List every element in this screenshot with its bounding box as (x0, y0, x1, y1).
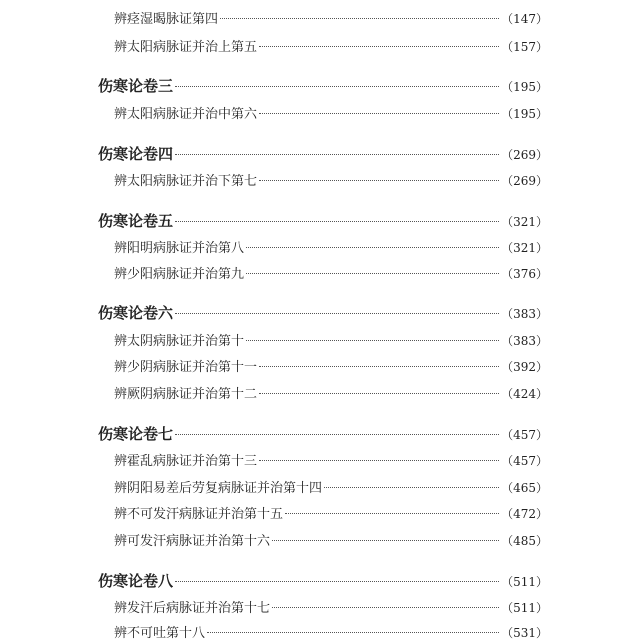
toc-entry (114, 530, 548, 549)
toc-entry-title: 辨不可吐第十八 (114, 626, 206, 641)
toc-chapter-title: 伤寒论卷七 (98, 425, 174, 443)
dot-leader (272, 607, 499, 608)
toc-chapter (98, 570, 548, 591)
dot-leader (175, 154, 499, 155)
toc-chapter-title: 伤寒论卷五 (98, 212, 174, 230)
dot-leader (259, 46, 499, 47)
toc-entry (114, 170, 548, 189)
toc-entry (114, 597, 548, 616)
toc-chapter-title: 伤寒论卷三 (98, 77, 174, 95)
toc-page-number: （457） (501, 454, 548, 468)
dot-leader (272, 540, 499, 541)
toc-page-number: （195） (501, 107, 548, 121)
toc-entry (114, 383, 548, 402)
toc-entry (114, 237, 548, 256)
dot-leader (246, 340, 499, 341)
toc-chapter (98, 210, 548, 231)
toc-entry (114, 103, 548, 122)
dot-leader (259, 393, 499, 394)
toc-entry (114, 622, 548, 641)
toc-entry (114, 330, 548, 349)
dot-leader (220, 18, 499, 19)
toc-chapter (98, 75, 548, 96)
toc-entry-title: 辨霍乱病脉证并治第十三 (114, 454, 258, 469)
toc-page-number: （195） (501, 80, 548, 94)
dot-leader (175, 221, 499, 222)
dot-leader (324, 487, 499, 488)
toc-entry-title: 辨不可发汗病脉证并治第十五 (114, 507, 284, 522)
toc-entry-title: 辨可发汗病脉证并治第十六 (114, 534, 271, 549)
toc-page-number: （383） (501, 334, 548, 348)
toc-page-number: （376） (501, 267, 548, 281)
toc-page-number: （457） (501, 428, 548, 442)
dot-leader (207, 632, 499, 633)
toc-page-number: （531） (501, 626, 548, 640)
dot-leader (175, 581, 499, 582)
toc-entry-title: 辨少阳病脉证并治第九 (114, 267, 245, 282)
toc-entry (114, 450, 548, 469)
toc-entry (114, 263, 548, 282)
toc-entry (114, 356, 548, 375)
dot-leader (259, 366, 499, 367)
toc-chapter (98, 423, 548, 444)
toc-page-number: （157） (501, 40, 548, 54)
toc-chapter-title: 伤寒论卷四 (98, 145, 174, 163)
toc-entry-title: 辨太阳病脉证并治下第七 (114, 174, 258, 189)
toc-page-number: （269） (501, 174, 548, 188)
dot-leader (285, 513, 499, 514)
toc-entry-title: 辨太阴病脉证并治第十 (114, 334, 245, 349)
toc-page-number: （465） (501, 481, 548, 495)
toc-page-number: （485） (501, 534, 548, 548)
toc-page-number: （383） (501, 307, 548, 321)
toc-chapter-title: 伤寒论卷八 (98, 572, 174, 590)
toc-page-number: （269） (501, 148, 548, 162)
toc-entry (114, 477, 548, 496)
toc-chapter (98, 302, 548, 323)
dot-leader (246, 273, 499, 274)
toc-page-number: （511） (501, 575, 548, 589)
toc-entry-title: 辨痉湿暍脉证第四 (114, 12, 219, 27)
toc-page-number: （424） (501, 387, 548, 401)
toc-entry (114, 503, 548, 522)
toc-page-number: （147） (501, 12, 548, 26)
toc-entry (114, 8, 548, 27)
toc-entry-title: 辨阴阳易差后劳复病脉证并治第十四 (114, 481, 323, 496)
toc-entry-title: 辨少阴病脉证并治第十一 (114, 360, 258, 375)
dot-leader (259, 460, 499, 461)
toc-page-number: （392） (501, 360, 548, 374)
dot-leader (259, 180, 499, 181)
dot-leader (175, 434, 499, 435)
dot-leader (175, 86, 499, 87)
toc-page-number: （472） (501, 507, 548, 521)
dot-leader (175, 313, 499, 314)
toc-page-number: （321） (501, 215, 548, 229)
toc-chapter-title: 伤寒论卷六 (98, 304, 174, 322)
toc-entry-title: 辨阳明病脉证并治第八 (114, 241, 245, 256)
toc-page-number: （511） (501, 601, 548, 615)
dot-leader (259, 113, 499, 114)
toc-entry-title: 辨太阳病脉证并治中第六 (114, 107, 258, 122)
toc-entry-title: 辨厥阴病脉证并治第十二 (114, 387, 258, 402)
toc-entry (114, 36, 548, 55)
toc-page-number: （321） (501, 241, 548, 255)
toc-entry-title: 辨发汗后病脉证并治第十七 (114, 601, 271, 616)
dot-leader (246, 247, 499, 248)
toc-entry-title: 辨太阳病脉证并治上第五 (114, 40, 258, 55)
toc-chapter (98, 143, 548, 164)
